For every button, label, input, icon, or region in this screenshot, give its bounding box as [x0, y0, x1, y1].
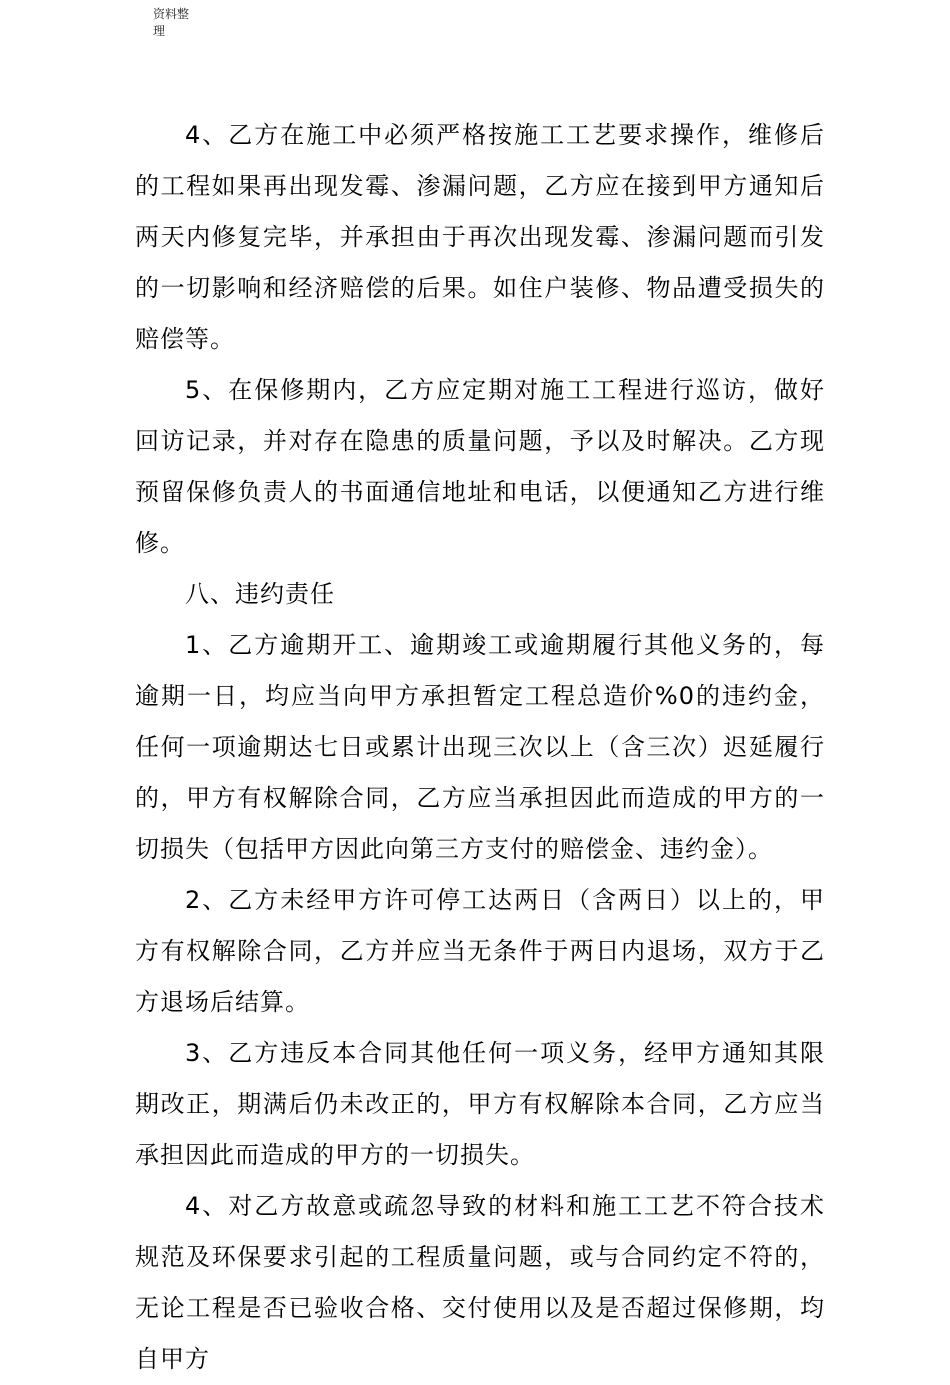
document-body — [135, 110, 825, 1385]
header-note — [153, 6, 213, 40]
paragraph-5-warranty-visits: 5、在保修期内，乙方应定期对施工工程进行巡访，做好回访记录，并对存在隐患的质量问题，予以及时解决。乙方现预留保修负责人的书面通信地址和电话，以便通知乙方进行维修。 — [135, 376, 825, 557]
header-note-line1: 资料整 — [153, 7, 190, 21]
paragraph-1-delay-penalty: 1、乙方逾期开工、逾期竣工或逾期履行其他义务的，每逾期一日，均应当向甲方承担暂定工程总造价%0的违约金，任何一项逾期达七日或累计出现三次以上（含三次）迟延履行的，甲方有权解除合同，乙方应当承担因此而造成的甲方的一切损失（包括甲方因此向第三方支付的赔偿金、违约金）。 — [135, 631, 825, 863]
header-note-line2: 理 — [153, 24, 166, 38]
section-heading-breach: 八、违约责任 — [185, 580, 335, 608]
paragraph-4-maintenance: 4、乙方在施工中必须严格按施工工艺要求操作，维修后的工程如果再出现发霉、渗漏问题，乙方应在接到甲方通知后两天内修复完毕，并承担由于再次出现发霉、渗漏问题而引发的一切影响和经济赔偿的后果。如住户装修、物品遭受损失的赔偿等。 — [135, 121, 825, 353]
paragraph-3-other-obligations: 3、乙方违反本合同其他任何一项义务，经甲方通知其限期改正，期满后仍未改正的，甲方有权解除本合同，乙方应当承担因此而造成的甲方的一切损失。 — [135, 1039, 825, 1169]
paragraph-2-work-stoppage: 2、乙方未经甲方许可停工达两日（含两日）以上的，甲方有权解除合同，乙方并应当无条件于两日内退场，双方于乙方退场后结算。 — [135, 886, 825, 1016]
paragraph-4-quality-issues: 4、对乙方故意或疏忽导致的材料和施工工艺不符合技术规范及环保要求引起的工程质量问题，或与合同约定不符的，无论工程是否已验收合格、交付使用以及是否超过保修期，均自甲方 — [135, 1192, 825, 1373]
